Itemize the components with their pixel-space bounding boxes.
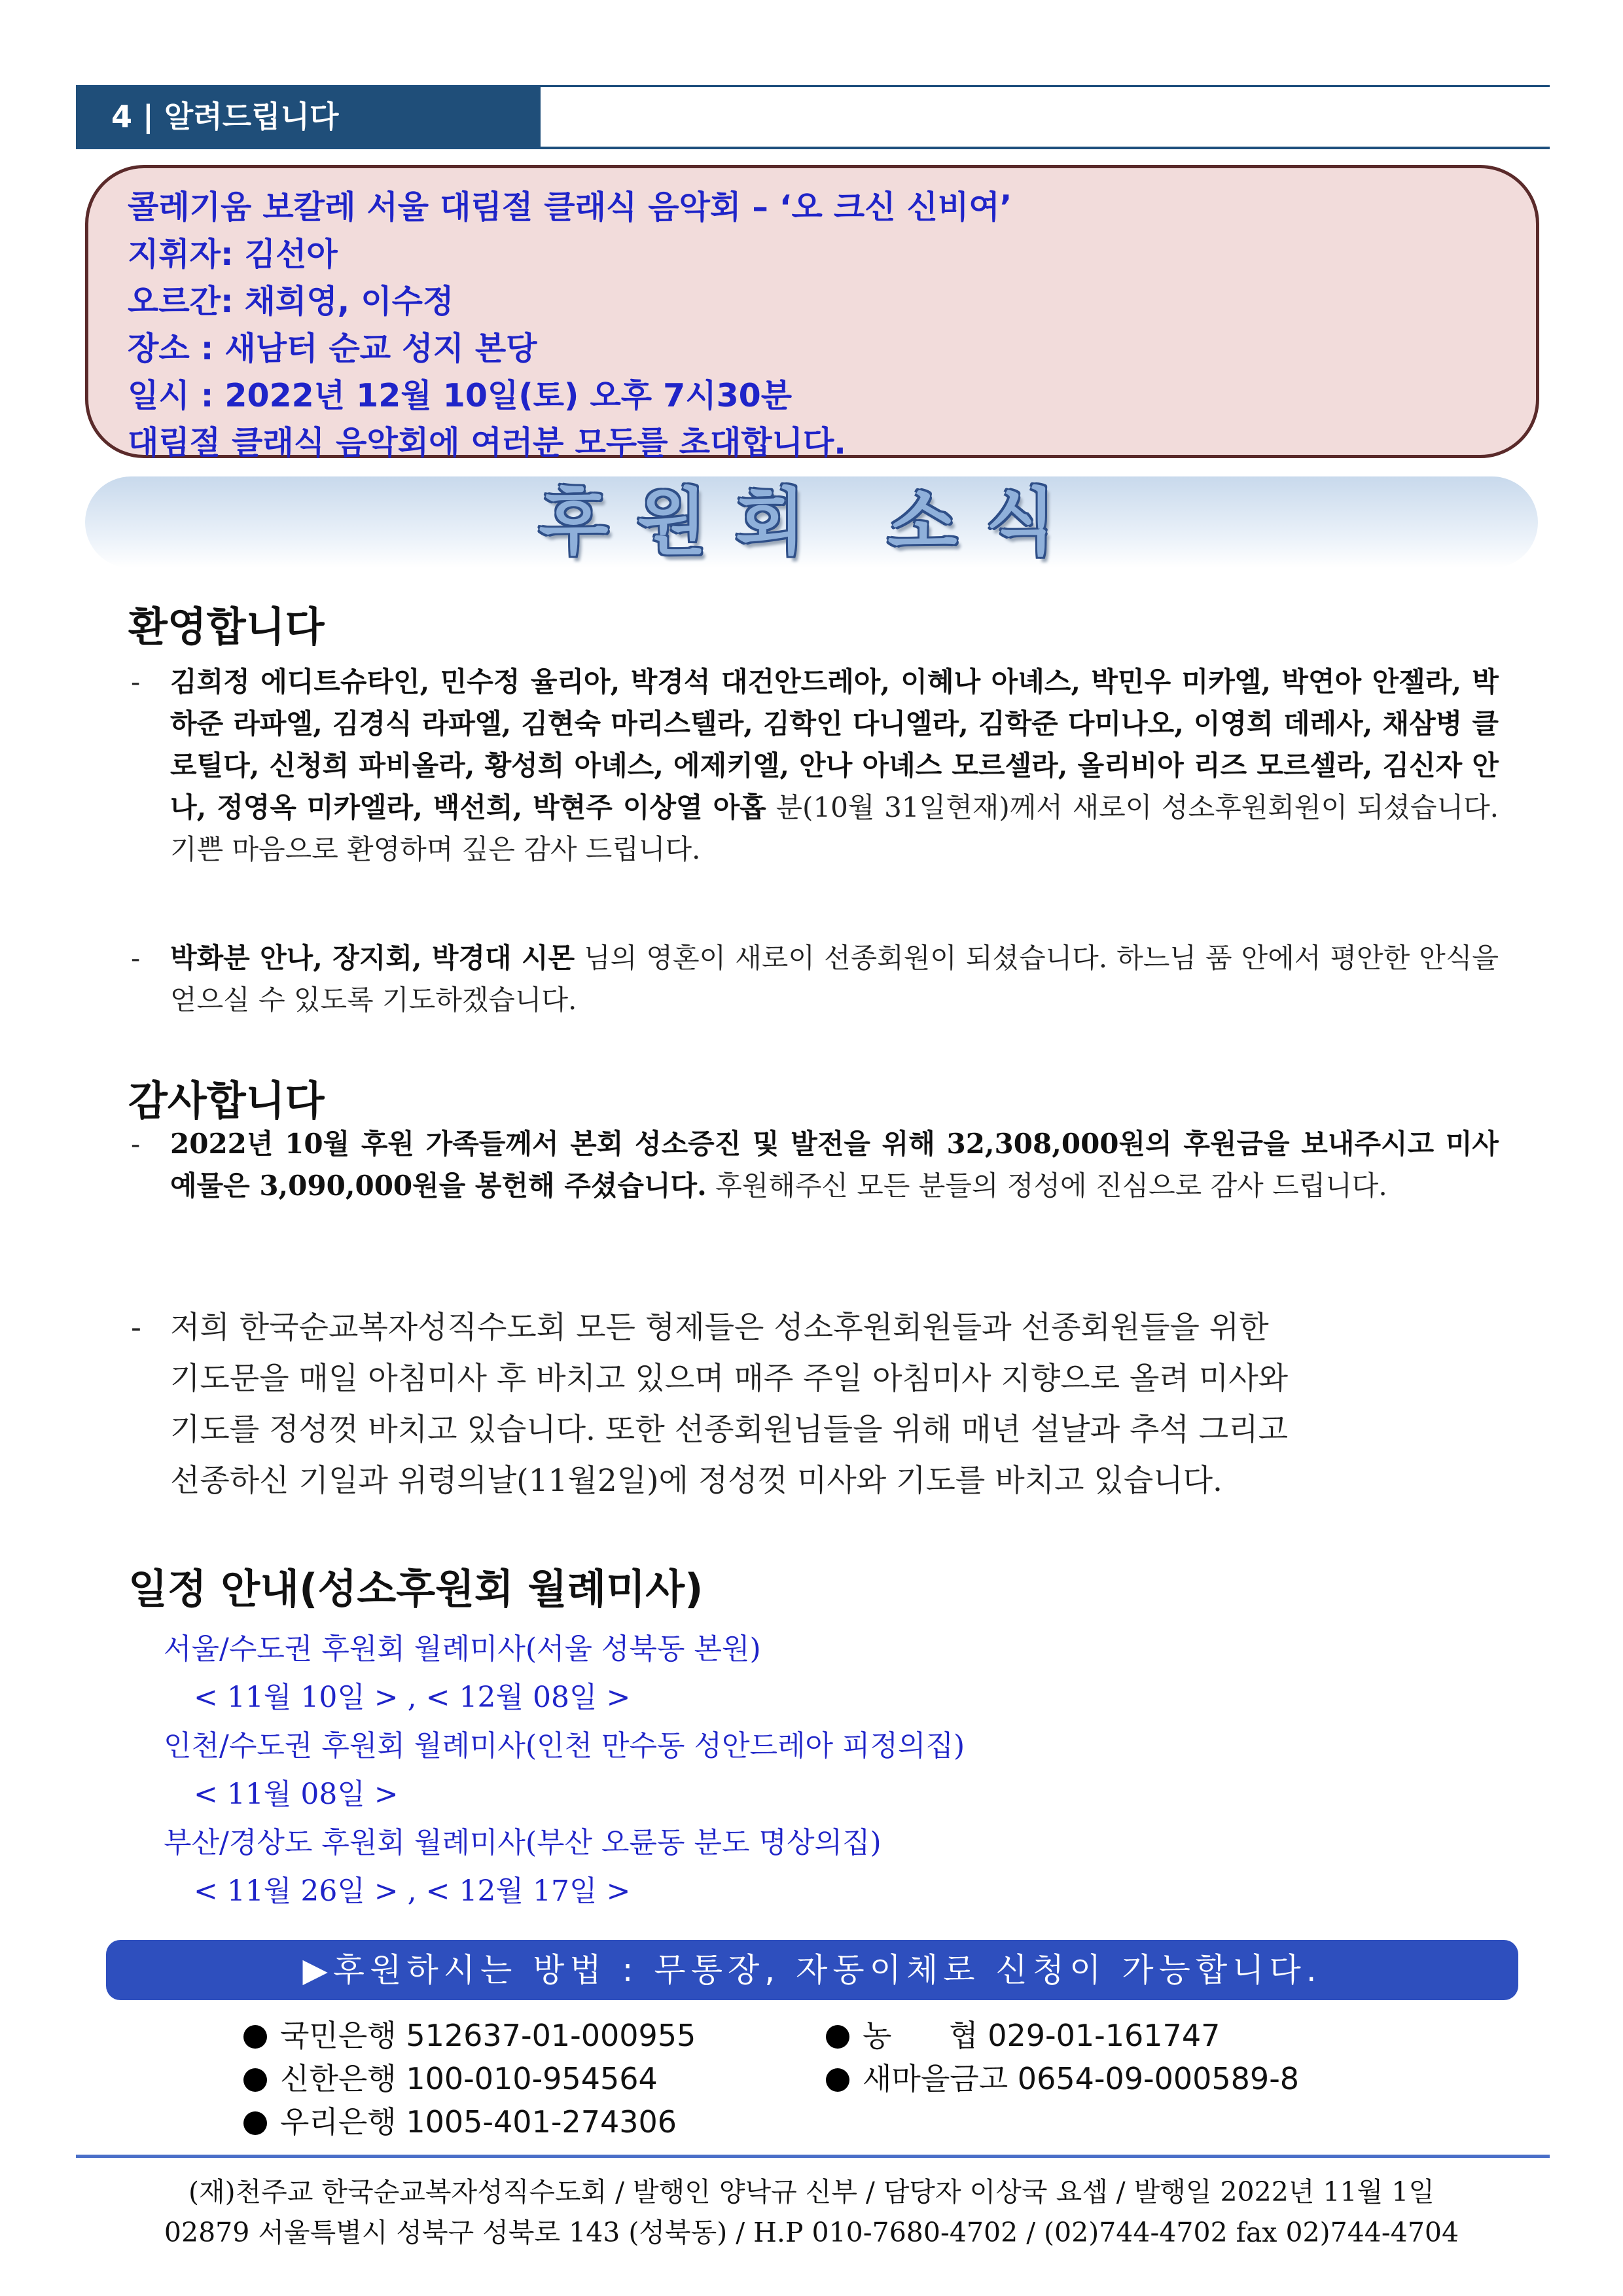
concert-notice-box bbox=[85, 165, 1539, 461]
bullet-icon bbox=[826, 2025, 849, 2049]
concert-invitation: 대림절 클래식 음악회에 여러분 모두를 초대합니다. bbox=[128, 424, 846, 461]
concert-title: 콜레기움 보칼레 서울 대림절 클래식 음악회 – ‘오 크신 신비여’ bbox=[128, 188, 1012, 226]
donation-method-banner: ▶후원하시는 방법 : 무통장, 자동이체로 신청이 가능합니다. bbox=[106, 1940, 1518, 2000]
welcome-heading: 환영합니다 bbox=[128, 603, 325, 651]
dash-bullet: - bbox=[131, 1310, 141, 1346]
footer-rule bbox=[76, 2155, 1550, 2158]
dash-bullet: - bbox=[131, 666, 141, 698]
dash-bullet: - bbox=[131, 1128, 141, 1160]
bullet-icon bbox=[826, 2068, 849, 2092]
header-rule-bottom bbox=[76, 147, 1550, 149]
concert-datetime: 일시 : 2022년 12월 10일(토) 오후 7시30분 bbox=[128, 377, 793, 414]
bullet-icon bbox=[243, 2068, 267, 2092]
bullet-icon bbox=[243, 2111, 267, 2135]
bullet-icon bbox=[243, 2025, 267, 2049]
bank-account-nonghyup: 농 협 029-01-161747 bbox=[826, 2017, 1220, 2054]
donation-total-text: 2022년 10월 후원 가족들께서 본회 성소증진 및 발전을 위해 32,308,000원의 후원금을 보내주시고 미사예물은 3,090,000원을 봉헌해 주셨습니다. bbox=[170, 1128, 1499, 1202]
concert-organ: 오르간: 채희영, 이수정 bbox=[128, 283, 454, 320]
schedule-place: 부산/경상도 후원회 월례미사(부산 오륜동 분도 명상의집) bbox=[164, 1826, 882, 1859]
footer-address-info: 02879 서울특별시 성북구 성북로 143 (성북동) / H.P 010-7680-4702 / (02)744-4702 fax 02)744-4704 bbox=[164, 2217, 1459, 2248]
new-member-text: 분(10월 31일현재)께서 새로이 성소후원회원이 되셨습니다. 기쁜 마음으로 환영하며 깊은 감사 드립니다. bbox=[170, 791, 1499, 865]
prayer-line: 기도를 정성껏 바치고 있습니다. 또한 선종회원님들을 위해 매년 설날과 추석 그리고 bbox=[170, 1412, 1289, 1448]
schedule-heading: 일정 안내(성소후원회 월례미사) bbox=[128, 1565, 704, 1613]
schedule-dates: < 11월 10일 > , < 12월 08일 > bbox=[194, 1681, 631, 1714]
deceased-member-text: 님의 영혼이 새로이 선종회원이 되셨습니다. 하느님 품 안에서 평안한 안식을 얻으실 수 있도록 기도하겠습니다. bbox=[170, 942, 1499, 1016]
bank-account-saemaeul: 새마을금고 0654-09-000589-8 bbox=[826, 2060, 1299, 2097]
prayer-line: 선종하신 기일과 위령의날(11월2일)에 정성껏 미사와 기도를 바치고 있습니다. bbox=[170, 1463, 1222, 1499]
thanks-paragraph-prayer bbox=[131, 1302, 1505, 1507]
welcome-paragraph-deceased bbox=[131, 937, 1499, 1021]
bank-account-shinhan: 신한은행 100-010-954564 bbox=[243, 2060, 658, 2097]
bank-account-woori: 우리은행 1005-401-274306 bbox=[243, 2104, 677, 2140]
page-section-tab: 4 | 알려드립니다 bbox=[76, 87, 541, 147]
deceased-member-names: 박화분 안나, 장지회, 박경대 시몬 bbox=[170, 942, 575, 974]
thanks-heading: 감사합니다 bbox=[128, 1077, 325, 1124]
schedule-place: 서울/수도권 후원회 월례미사(서울 성북동 본원) bbox=[164, 1632, 761, 1666]
section-title: 후원회 소식 bbox=[539, 480, 1084, 564]
schedule-dates: < 11월 26일 > , < 12월 17일 > bbox=[194, 1874, 631, 1908]
prayer-line: 저희 한국순교복자성직수도회 모든 형제들은 성소후원회원들과 선종회원들을 위한 bbox=[170, 1310, 1269, 1346]
new-member-names: 김희정 에디트슈타인, 민수정 율리아, 박경석 대건안드레아, 이혜나 아녜스, 박민우 미카엘, 박연아 안젤라, 박하준 라파엘, 김경식 라파엘, 김현숙 마리스텔라, 김학인 다니엘라, 김학준 다미나오, 이영희 데레사, 채삼병 클로틸다, 신청희 파비올라, 황성희 아녜스, 에제키엘, 안나 아녜스 모르셀라, 올리비아 리즈 모르셀라, 김신자 안나, 정영옥 미카엘라, 백선희, 박현주 이상열 아홉 bbox=[170, 666, 1499, 823]
donation-thanks-text: 후원해주신 모든 분들의 정성에 진심으로 감사 드립니다. bbox=[706, 1170, 1387, 1202]
schedule-dates: < 11월 08일 > bbox=[194, 1778, 399, 1811]
dash-bullet: - bbox=[131, 942, 141, 974]
footer-publisher-info: (재)천주교 한국순교복자성직수도회 / 발행인 양낙규 신부 / 담당자 이상국 요셉 / 발행일 2022년 11월 1일 bbox=[188, 2176, 1435, 2208]
schedule-place: 인천/수도권 후원회 월례미사(인천 만수동 성안드레아 피정의집) bbox=[164, 1729, 965, 1763]
concert-place: 장소 : 새남터 순교 성지 본당 bbox=[128, 330, 537, 367]
prayer-line: 기도문을 매일 아침미사 후 바치고 있으며 매주 주일 아침미사 지향으로 올려 미사와 bbox=[170, 1361, 1289, 1397]
bank-account-kookmin: 국민은행 512637-01-000955 bbox=[243, 2017, 696, 2054]
welcome-paragraph-new-members bbox=[131, 661, 1499, 870]
thanks-paragraph-donation bbox=[131, 1123, 1499, 1207]
concert-conductor: 지휘자: 김선아 bbox=[128, 236, 338, 273]
